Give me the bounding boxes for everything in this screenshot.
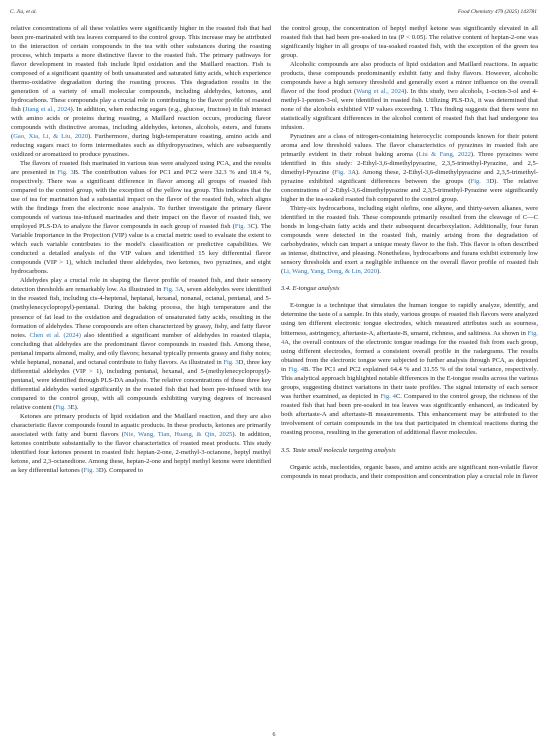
paragraph: Aldehydes play a crucial role in shaping the flavor profile of roasted fish, and their sensory detection thresholds are remarkably low. As illustrated in Fig. 3A, seven aldehydes were identified in the roasted fish, including cis-4-heptenal, heptanal, hexanal, nonanal, octanal, pentanal, and 5-(methylenecyclopropyl)-pentanal. During the baking process, the high temperature and the presence of fat lead to the oxidation and degradation of unsaturated fatty acids, resulting in the formation of aldehydes. These compounds are often characterized by grassy, fishy, and fatty flavor notes. Chen et al. (2024) also identified a significant number of aldehydes in roasted tilapia, concluding that aldehydes are the predominant flavor compounds in roasted fish. Among these, pentanal imparts almond, malty, and oily flavors; hexanal typically presents grassy and fishy notes; while heptanal, nonanal, and octanal contribute to fishy flavors. As illustrated in Fig. 3D, three key differential aldehydes (VIP > 1), including pentanal, hexanal, and 5-(methylenecyclopropyl)-pentanal, were identified through PLS-DA analysis. The relative concentrations of these three key differential aldehydes varied significantly in the roasted fish that had been pre-infused with tea compared to the control group, with all compounds exhibiting varying degrees of increased relative content (Fig. 3E). <box>11 277 272 411</box>
citation-link[interactable]: Chen et al. (2024) <box>29 331 81 339</box>
paragraph: The flavors of roasted fish marinated in various teas were analyzed using PCA, and the results are presented in Fig. 3B. The contribution values for PC1 and PC2 were 32.3 % and 18.4 %, respectively. There was a significant difference in flavor among all groups of roasted fish compared to the control group, with the exception of the yellow tea group. This indicates that the use of tea for marination had a substantial impact on the flavor of the roasted fish, which aligns with the findings from the electronic nose analysis. To further investigate the primary flavor compounds of various tea-infused marinades and their impact on the flavor of roasted fish, we employed PLS-DA to analyze the flavor compounds in each group of roasted fish (Fig. 3C). The Variable Importance in the Projection (VIP) value is a crucial metric used to evaluate the extent to which each variable contributes to the model's classification or predictive capabilities. We conducted a detailed analysis of the VIP values and identified 15 key differential flavor compounds (VIP > 1), which included three aldehydes, two ketones, two pyrazines, and eight hydrocarbons. <box>11 160 272 276</box>
paragraph: Thirty-six hydrocarbons, including eight olefins, one alkyne, and thirty-seven alkanes, were identified in the roasted fish. These compounds primarily resulted from the cleavage of C—C bonds in long-chain fatty acids and their subsequent decarboxylation. Additionally, four furan compounds were detected in the roasted fish, mainly arising from the degradation of carbohydrates, which can impart a unique meaty flavor to the fish. This flavor is often described as intense, distinctive, and pleasing. Nonetheless, hydrocarbons and furans exhibit extremely low sensory thresholds and exert a negligible influence on the overall flavor profile of roasted fish (Li, Wang, Yang, Dong, & Lin, 2020). <box>281 205 538 276</box>
section-heading: 3.5. Taste small molecule targeting analysis <box>281 446 396 454</box>
paragraph: Alcoholic compounds are also products of lipid oxidation and Maillard reactions. In aquatic products, these compounds predominantly exhibit fatty and fishy flavors. However, alcoholic compounds have a high sensory threshold and generally exert a minor influence on the overall flavor of the food product (Wang et al., 2024). In this study, two alcohols, 1-octen-3-ol and 4-methyl-1-penten-3-ol, were identified in roasted fish. Utilizing PLS-DA, it was determined that none of the alcohols exhibited VIP values exceeding 1. This finding suggests that there were no statistically significant differences in the alcohol content of roasted fish that had undergone tea infusion. <box>281 61 538 132</box>
header-authors: C. Jia, et al. <box>10 9 37 15</box>
header-journal: Food Chemistry 479 (2025) 143781 <box>457 9 537 15</box>
figure-link[interactable]: Fig. 3 <box>223 358 239 366</box>
page-number: 6 <box>272 732 276 738</box>
figure-link[interactable]: Fig. 3 <box>334 169 352 177</box>
paragraph: Pyrazines are a class of nitrogen-containing heterocyclic compounds known for their potent aroma and low threshold values. The flavor characteristics of pyrazines in roasted fish are primarily evident in their robust baking aroma (Liu & Fang, 2022). Three pyrazines were identified in this study: 2-Ethyl-3,6-dimethylpyrazine, 2,3,5-trimethyl-Pyrazine, and 2,5-dimethyl-Pyrazine (Fig. 3A). Among these, 2-Ethyl-3,6-dimethylpyrazine and 2,3,5-trimethyl-pyrazine exhibited significant differences between the groups (Fig. 3D). The relative concentrations of 2-Ethyl-3,6-dimethylpyrazine and 2,3,5-trimethyl-Pyrazine were significantly higher in the tea-soaked roasted fish compared to the control group. <box>281 133 539 204</box>
figure-link[interactable]: Fig. 3 <box>163 286 179 294</box>
paragraph: the control group, the concentration of heptyl methyl ketone was significantly elevated in all roasted fish that had been pre-soaked in tea (P < 0.05). The relative content of heptan-2-one was significantly higher in all groups of tea-soaked roasted fish, with the exception of the green tea group. <box>281 25 538 60</box>
figure-link[interactable]: Fig. 4 <box>380 392 396 400</box>
running-header <box>10 8 537 17</box>
paragraph: Organic acids, nucleotides, organic bases, and amino acids are significant non-volatile flavor compounds in meat products, and their composition and concentration play a crucial role in flavor <box>281 463 538 480</box>
paragraph: E-tongue is a technique that simulates the human tongue to rapidly analyze, identify, and determine the taste of a sample. In this study, various groups of roasted fish flavors were analyzed using ten different electronic tongue electrodes, which measured attributes such as sourness, bitterness, astringency, aftertaste-A, aftertaste-B, umami, richness, and saltiness. As shown in Fig. 4A, the overall contours of the electronic tongue readings for the roasted fish from each group, using different electrodes, formed a consistent overall profile in the radargrams. The results obtained from the electronic tongue were subjected to further analysis through PCA, as depicted in Fig. 4B. The PC1 and PC2 explained 64.4 % and 31.55 % of the total variance, respectively. This analytical approach highlighted notable differences in the E-tongue results across the various groups, suggesting distinct variations in their taste profiles. The signal intensity of each sensor was further examined, as depicted in Fig. 4C. Compared to the control group, the richness of the roasted fish that had been pre-soaked in tea leaves was significantly enhanced, as indicated by both aftertaste-A and aftertaste-B measurements. This enhancement may be attributed to the involvement of certain compounds in the tea that participated in chemical reactions during the roasting process, resulting in the generation of additional flavor molecules. <box>281 302 539 436</box>
right-column <box>281 24 538 481</box>
figure-link[interactable]: Fig. 3 <box>57 169 74 177</box>
citation-link[interactable]: Liu & Fang, 2022 <box>418 151 471 159</box>
citation-link[interactable]: Nie, Wang, Tian, Huang, & Qin, 2025 <box>123 430 233 438</box>
figure-link[interactable]: Fig. 3 <box>470 178 490 186</box>
citation-link[interactable]: Wang et al., 2024 <box>356 88 405 96</box>
left-column <box>11 24 271 475</box>
figure-link[interactable]: Fig. 4 <box>281 329 538 346</box>
paragraph: relative concentrations of all these volatiles were significantly higher in the roasted fish that had been pre-marinated with tea leaves compared to the control group. This increase may be attributed to the interaction of certain compounds in the tea with other substances during the roasting process, which imparts a more distinctive flavor to the roasted fish. The primary pathways for flavor development in roasted fish include lipid oxidation and the Maillard reaction. Fish is composed of a significant quantity of both unsaturated and saturated fatty acids, which experience thermo-oxidative degradation during the roasting process. This degradation results in the generation of a variety of small molecular compounds, including aldehydes, ketones, and hydrocarbons. These compounds play a crucial role in contributing to the flavor profile of roasted fish (Jiang et al., 2024). In addition, when reducing sugars (e.g., glucose, fructose) in fish interact with amino acids or proteins during roasting, a Maillard reaction occurs, producing flavor compounds with distinctive aromas, including aldehydes, ketones, alcohols, esters, and furans (Gao, Xia, Li, & Liu, 2020). Furthermore, during high-temperature roasting, amino acids and reducing sugars react to form intermediates such as dihydropyrazines, which are subsequently oxidized or aromatized to produce pyrazines. <box>11 25 271 159</box>
figure-link[interactable]: Fig. 3 <box>234 223 251 231</box>
figure-link[interactable]: Fig. 3 <box>83 466 99 474</box>
figure-link[interactable]: Fig. 3 <box>55 403 71 411</box>
citation-link[interactable]: Gao, Xia, Li, & Liu, 2020 <box>13 133 88 141</box>
paragraph: Ketones are primary products of lipid oxidation and the Maillard reaction, and they are also characteristic flavor compounds found in aquatic products. In these products, ketones are primarily associated with fatty and burnt flavors (Nie, Wang, Tian, Huang, & Qin, 2025). In addition, ketones contribute substantially to the flavor characteristics of roasted meat products. This study identified four ketones present in roasted fish: heptan-2-one, 2-methyl-3-octanone, heptyl methyl ketone, and 2,3-octanedione. Among these, heptan-2-one and heptyl methyl ketone were identified as key differential ketones (Fig. 3D). Compared to <box>11 412 271 474</box>
citation-link[interactable]: Jiang et al., 2024 <box>24 106 71 114</box>
figure-link[interactable]: Fig. 4 <box>288 365 305 373</box>
section-heading: 3.4. E-tongue analysis <box>281 285 340 293</box>
citation-link[interactable]: Li, Wang, Yang, Dong, & Lin, 2020 <box>283 268 378 276</box>
